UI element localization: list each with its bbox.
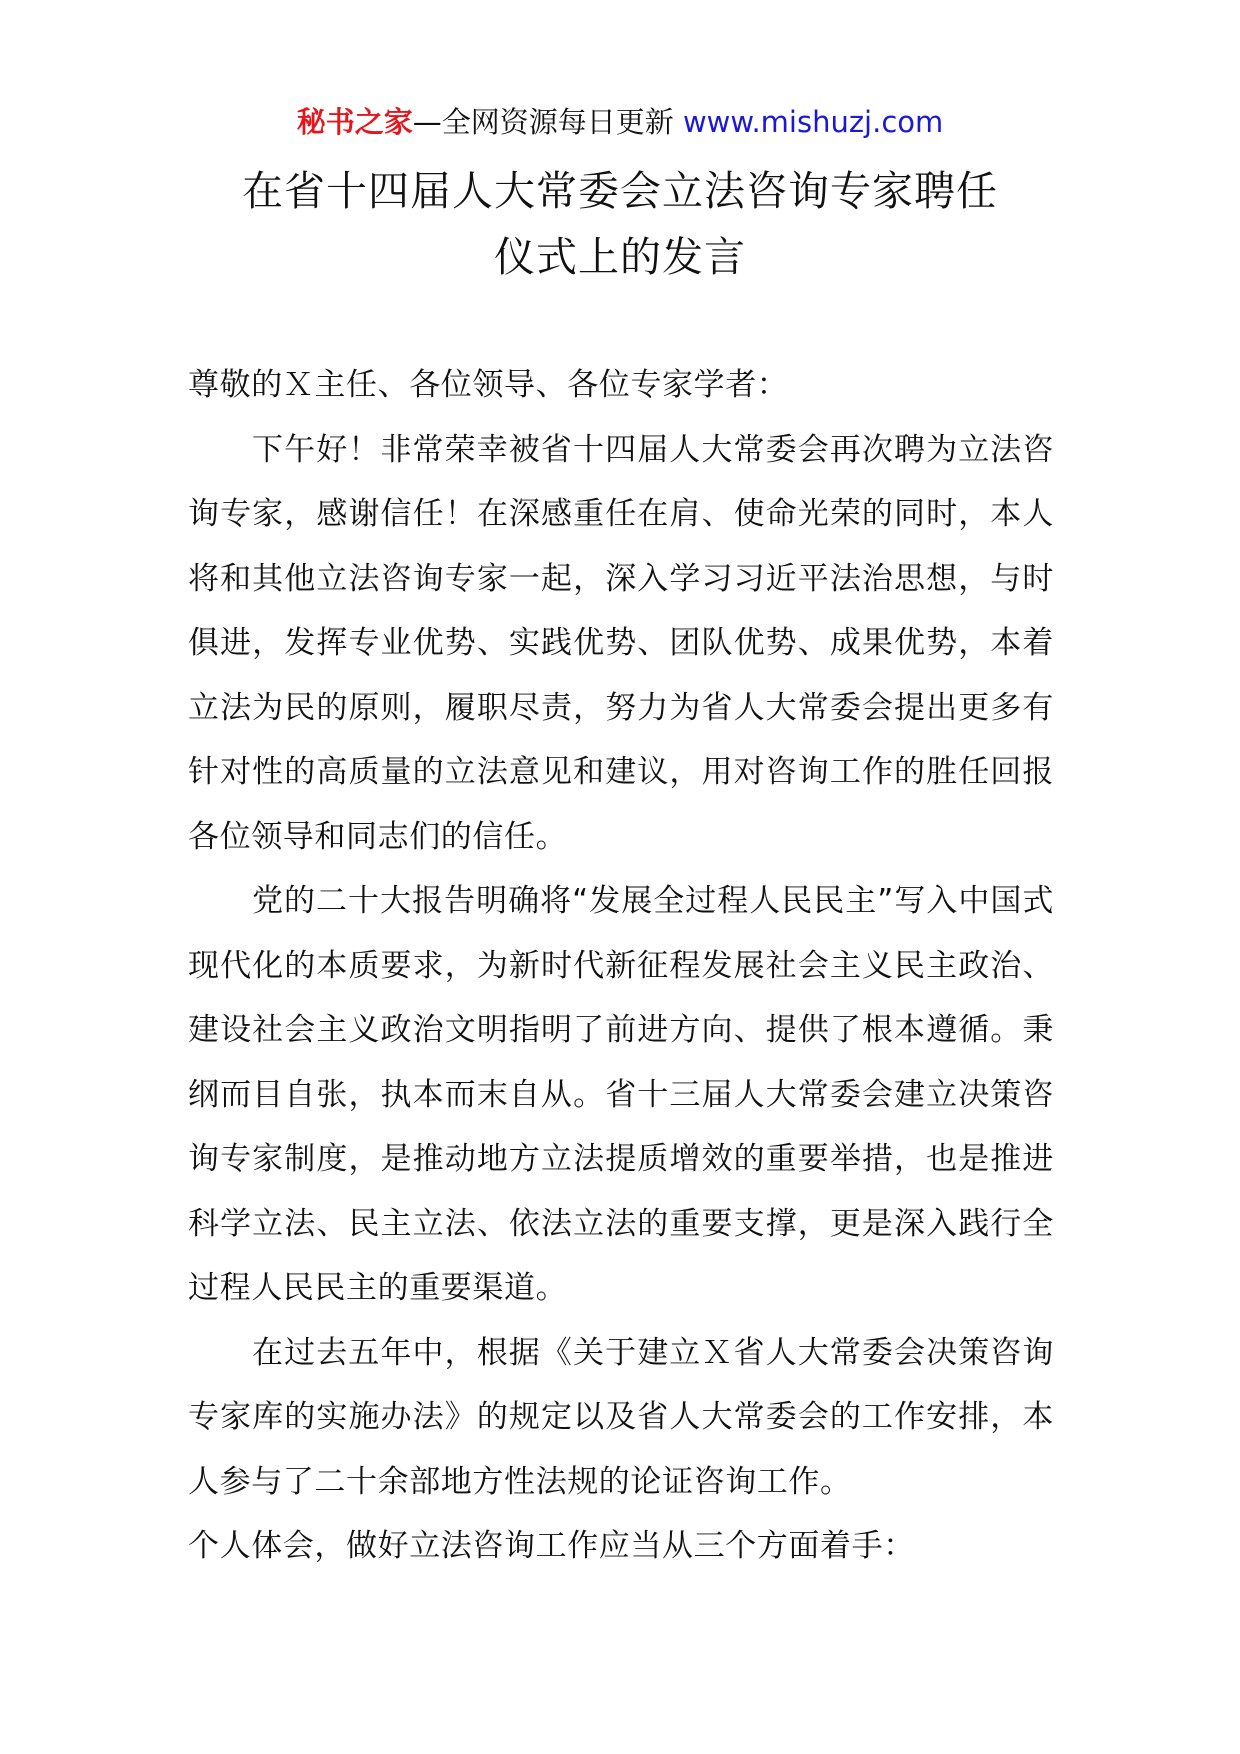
- paragraph: 下午好！非常荣幸被省十四届人大常委会再次聘为立法咨询专家，感谢信任！在深感重任在肩、使命光荣的同时，本人将和其他立法咨询专家一起，深入学习习近平法治思想，与时俱进，发挥专业优势、实践优势、团队优势、成果优势，本着立法为民的原则，履职尽责，努力为省人大常委会提出更多有针对性的高质量的立法意见和建议，用对咨询工作的胜任回报各位领导和同志们的信任。: [188, 431, 1054, 855]
- site-url-link[interactable]: www.mishuzj.com: [682, 105, 944, 139]
- paragraph: 党的二十大报告明确将“发展全过程人民民主”写入中国式现代化的本质要求，为新时代新征程发展社会主义民主政治、建设社会主义政治文明指明了前进方向、提供了根本遵循。秉纲而目自张，执本而末自从。省十三届人大常委会建立决策咨询专家制度，是推动地方立法提质增效的重要举措，也是推进科学立法、民主立法、依法立法的重要支撑，更是深入践行全过程人民民主的重要渠道。: [188, 883, 1054, 1306]
- watermark-header: [0, 102, 1240, 142]
- paragraph: 在过去五年中，根据《关于建立Ｘ省人大常委会决策咨询专家库的实施办法》的规定以及省人大常委会的工作安排，本人参与了二十余部地方性法规的论证咨询工作。: [188, 1334, 1054, 1500]
- document-body: [188, 353, 1054, 1579]
- title-line-1: 在省十四届人大常委会立法咨询专家聘任: [242, 167, 998, 215]
- closing-line: 个人体会，做好立法咨询工作应当从三个方面着手：: [188, 1528, 915, 1564]
- brand-tagline: —全网资源每日更新: [412, 105, 683, 139]
- brand-name: 秘书之家: [296, 105, 413, 139]
- title-line-2: 仪式上的发言: [494, 233, 746, 281]
- document-title: [140, 158, 1100, 290]
- salutation: 尊敬的Ｘ主任、各位领导、各位专家学者：: [188, 367, 789, 403]
